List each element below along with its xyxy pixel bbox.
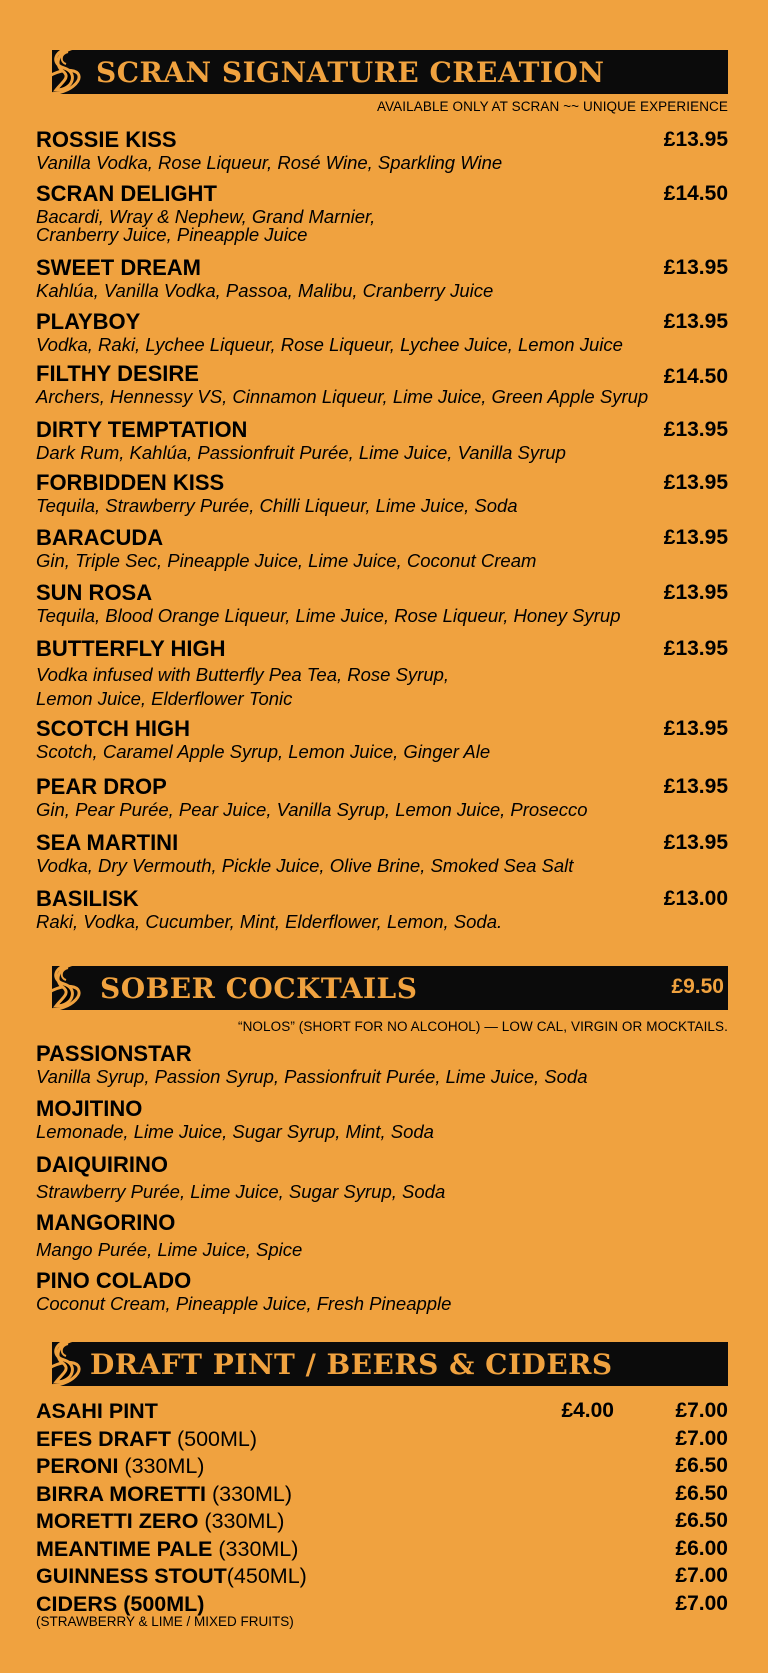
item-description: Scotch, Caramel Apple Syrup, Lemon Juice, Ginger Ale (36, 741, 491, 762)
item-price: £14.50 (663, 182, 728, 205)
item-name: SUN ROSA (36, 580, 153, 605)
beer-size: (450ML) (226, 1564, 307, 1588)
scran-logo-icon (34, 1334, 92, 1394)
beer-name: ASAHI PINT (36, 1399, 158, 1423)
item-name: SWEET DREAM (36, 255, 201, 280)
menu-item (0, 362, 768, 418)
beer-price: £7.00 (675, 1426, 728, 1450)
beer-name: BIRRA MORETTI (36, 1481, 206, 1506)
beer-size: (330ML) (198, 1509, 285, 1533)
menu-item (0, 471, 768, 526)
beer-row (0, 1508, 768, 1536)
beer-price: £6.50 (675, 1509, 728, 1532)
item-description: Dark Rum, Kahlúa, Passionfruit Purée, Lime Juice, Vanilla Syrup (36, 442, 566, 463)
beer-price: £7.00 (675, 1564, 728, 1587)
item-description: Tequila, Strawberry Purée, Chilli Liqueur, Lime Juice, Soda (36, 495, 518, 516)
beers-banner (52, 1342, 728, 1386)
item-description: Vanilla Vodka, Rose Liqueur, Rosé Wine, Sparkling Wine (36, 152, 503, 173)
beer-size: (330ML) (212, 1536, 299, 1561)
item-price: £13.95 (663, 637, 728, 660)
menu-item (0, 887, 768, 941)
menu-item (0, 256, 768, 310)
menu-item (0, 1211, 768, 1269)
item-description: Bacardi, Wray & Nephew, Grand Marnier, Cranberry Juice, Pineapple Juice (36, 206, 376, 245)
item-price: £13.95 (663, 775, 728, 798)
item-name: PEAR DROP (36, 774, 167, 799)
sober-section (0, 966, 768, 1325)
item-price: £13.95 (663, 581, 728, 604)
beer-row (0, 1591, 768, 1619)
beer-price: £7.00 (675, 1591, 728, 1615)
item-name: FILTHY DESIRE (36, 361, 199, 386)
sober-banner (52, 966, 728, 1010)
item-description: Raki, Vodka, Cucumber, Mint, Elderflower, Lemon, Soda. (36, 911, 503, 932)
item-price: £13.95 (663, 256, 728, 279)
beer-price: £7.00 (675, 1399, 728, 1422)
sober-title: SOBER COCKTAILS (100, 971, 418, 1005)
beer-size: (330ML) (206, 1481, 293, 1506)
menu-item (0, 831, 768, 887)
beer-price: £6.00 (675, 1536, 728, 1560)
beer-row (0, 1481, 768, 1509)
beer-name: MEANTIME PALE (36, 1536, 213, 1561)
item-name: MANGORINO (36, 1210, 176, 1235)
menu-item (0, 1097, 768, 1153)
signature-subtitle: AVAILABLE ONLY AT SCRAN ~~ UNIQUE EXPERIENCE (376, 99, 728, 114)
beer-name: CIDERS (500ML) (36, 1591, 205, 1616)
item-description: Strawberry Purée, Lime Juice, Sugar Syrup, Soda (36, 1181, 446, 1202)
item-description: Mango Purée, Lime Juice, Spice (36, 1239, 303, 1260)
item-name: FORBIDDEN KISS (36, 470, 225, 495)
item-price: £14.50 (663, 365, 728, 388)
item-description: Vodka, Dry Vermouth, Pickle Juice, Olive Brine, Smoked Sea Salt (36, 855, 574, 876)
beer-price: £6.50 (675, 1454, 728, 1477)
menu-item (0, 637, 768, 717)
menu-item (0, 1269, 768, 1325)
item-name: DIRTY TEMPTATION (36, 417, 248, 442)
item-name: MOJITINO (36, 1096, 143, 1121)
beer-row (0, 1536, 768, 1564)
item-price: £13.95 (663, 717, 728, 740)
menu-item (0, 526, 768, 581)
item-description: Gin, Triple Sec, Pineapple Juice, Lime Juice, Coconut Cream (36, 550, 537, 571)
item-description: Vodka, Raki, Lychee Liqueur, Rose Liqueur, Lychee Juice, Lemon Juice (36, 334, 623, 355)
beer-row (0, 1563, 768, 1591)
menu-item (0, 581, 768, 637)
beer-price-half: £4.00 (561, 1399, 614, 1422)
item-description: Vodka infused with Butterfly Pea Tea, Rose Syrup, Lemon Juice, Elderflower Tonic (36, 664, 450, 709)
menu-item (0, 310, 768, 362)
item-description: Coconut Cream, Pineapple Juice, Fresh Pineapple (36, 1293, 452, 1314)
item-price: £13.95 (663, 418, 728, 441)
menu-item (0, 418, 768, 471)
signature-banner (52, 50, 728, 94)
beer-row (0, 1426, 768, 1454)
item-name: SCRAN DELIGHT (36, 181, 217, 206)
beer-price: £6.50 (675, 1481, 728, 1505)
menu-item (0, 182, 768, 256)
scran-logo-icon (34, 42, 92, 102)
signature-title: SCRAN SIGNATURE CREATION (96, 55, 605, 89)
item-price: £13.95 (663, 310, 728, 333)
item-description: Gin, Pear Purée, Pear Juice, Vanilla Syrup, Lemon Juice, Prosecco (36, 799, 588, 820)
sober-subtitle: “NOLOS” (SHORT FOR NO ALCOHOL) — LOW CAL, VIRGIN OR MOCKTAILS. (237, 1019, 728, 1034)
item-name: PINO COLADO (36, 1268, 192, 1293)
cider-note: (STRAWBERRY & LIME / MIXED FRUITS) (36, 1614, 294, 1629)
item-name: DAIQUIRINO (36, 1152, 168, 1177)
item-name: ROSSIE KISS (36, 127, 177, 152)
menu-item (0, 775, 768, 831)
item-price: £13.95 (663, 831, 728, 854)
item-price: £13.95 (663, 471, 728, 494)
item-name: SCOTCH HIGH (36, 716, 190, 741)
sober-price: £9.50 (671, 975, 724, 998)
item-description: Tequila, Blood Orange Liqueur, Lime Juice, Rose Liqueur, Honey Syrup (36, 605, 621, 626)
item-description: Lemonade, Lime Juice, Sugar Syrup, Mint, Soda (36, 1121, 434, 1142)
item-price: £13.95 (663, 128, 728, 151)
scran-logo-icon (34, 958, 92, 1018)
beer-name: GUINNESS STOUT (36, 1564, 227, 1588)
item-name: PASSIONSTAR (36, 1041, 192, 1066)
item-name: SEA MARTINI (36, 830, 179, 855)
item-description: Archers, Hennessy VS, Cinnamon Liqueur, Lime Juice, Green Apple Syrup (36, 386, 649, 407)
beer-row (0, 1398, 768, 1426)
menu-item (0, 717, 768, 775)
beer-name: EFES DRAFT (36, 1426, 171, 1451)
beer-size: (500ML) (170, 1426, 258, 1451)
beer-size: (330ML) (118, 1454, 205, 1478)
item-price: £13.00 (663, 887, 728, 910)
beers-title: DRAFT PINT / BEERS & CIDERS (90, 1347, 613, 1381)
item-price: £13.95 (663, 526, 728, 549)
item-description: Vanilla Syrup, Passion Syrup, Passionfruit Purée, Lime Juice, Soda (36, 1066, 588, 1087)
signature-section (0, 50, 768, 941)
menu-item (0, 128, 768, 182)
item-name: BUTTERFLY HIGH (36, 636, 226, 661)
menu-item (0, 1042, 768, 1097)
beer-row (0, 1453, 768, 1481)
item-name: PLAYBOY (36, 309, 141, 334)
beers-section (0, 1342, 768, 1629)
beer-name: PERONI (36, 1454, 119, 1478)
item-name: BASILISK (36, 886, 139, 911)
beer-name: MORETTI ZERO (36, 1509, 199, 1533)
menu-item (0, 1153, 768, 1211)
item-name: BARACUDA (36, 525, 164, 550)
item-description: Kahlúa, Vanilla Vodka, Passoa, Malibu, Cranberry Juice (36, 280, 494, 301)
